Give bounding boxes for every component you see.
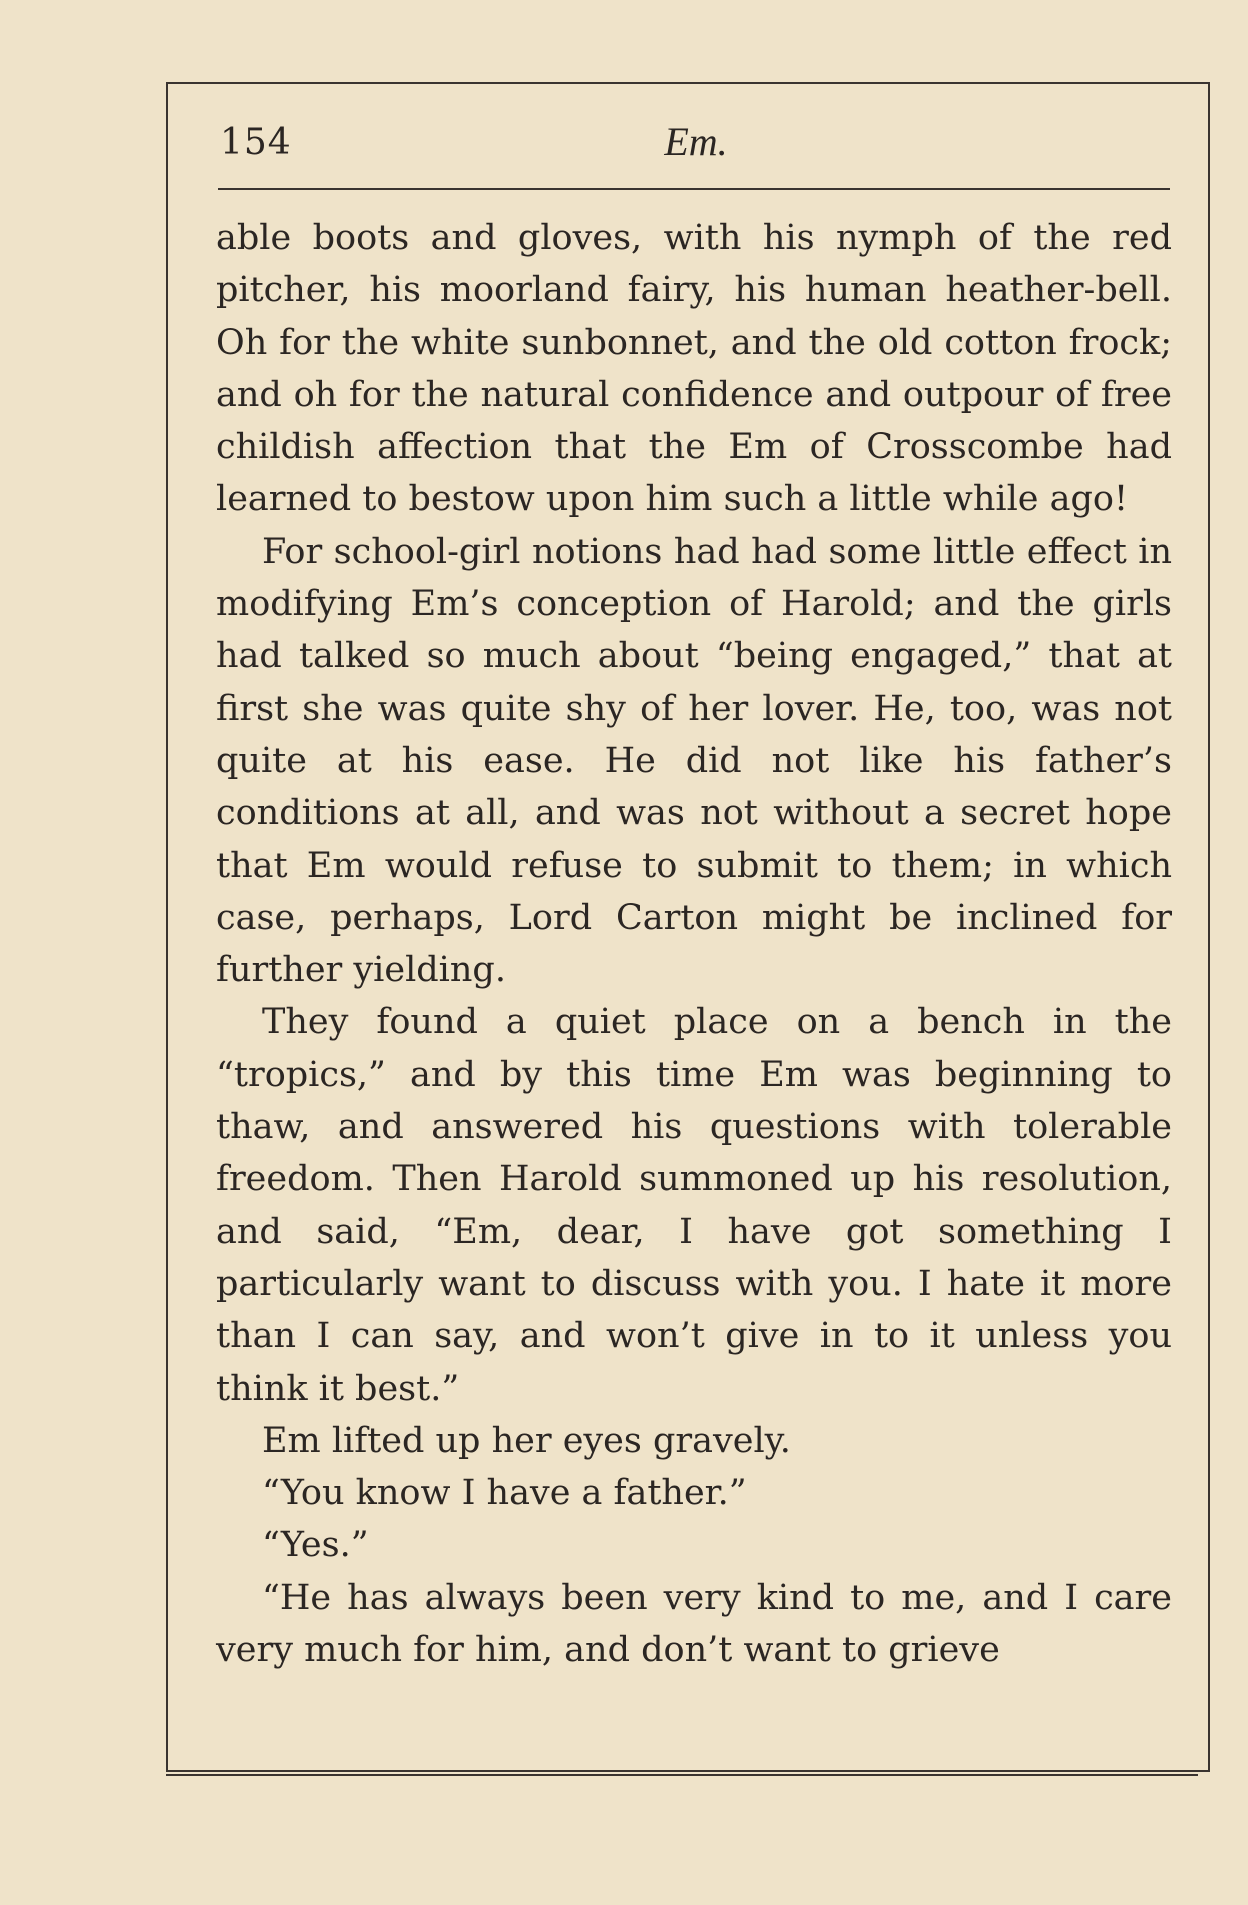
paragraph: “He has always been very kind to me, and I care very much for him, and don’t want to grieve	[216, 1577, 1172, 1671]
header-rule	[218, 188, 1170, 190]
page-border-shadow	[166, 1774, 1198, 1776]
paragraph: able boots and gloves, with his nymph of the red pitcher, his moorland fairy, his human heather-bell. Oh for the white sunbonnet, and the old cotton frock; and oh for the natural confidence and outpour of free childish affection that the Em of Crosscombe had learned to bestow upon him such a little while ago!	[216, 218, 1172, 520]
paragraph: “You know I have a father.”	[262, 1473, 747, 1514]
body-text	[216, 212, 1172, 1676]
paragraph: They found a quiet place on a bench in the “tropics,” and by this time Em was beginning to thaw, and answered his questions with tolerable freedom. Then Harold summoned up his resolution, and said, “Em, dear, I have got something I particularly want to discuss with you. I hate it more than I can say, and won’t give in to it unless you think it best.”	[216, 1002, 1172, 1409]
page-header	[220, 118, 1172, 178]
paragraph: “Yes.”	[262, 1525, 369, 1566]
page-number: 154	[220, 122, 292, 163]
paragraph: Em lifted up her eyes gravely.	[262, 1420, 791, 1461]
running-title: Em.	[664, 119, 728, 164]
paragraph: For school-girl notions had had some little effect in modifying Em’s conception of Harold; and the girls had talked so much about “being engaged,” that at first she was quite shy of her lover. He, too, was not quite at his ease. He did not like his father’s conditions at all, and was not without a secret hope that Em would refuse to submit to them; in which case, perhaps, Lord Carton might be inclined for further yielding.	[216, 531, 1172, 991]
